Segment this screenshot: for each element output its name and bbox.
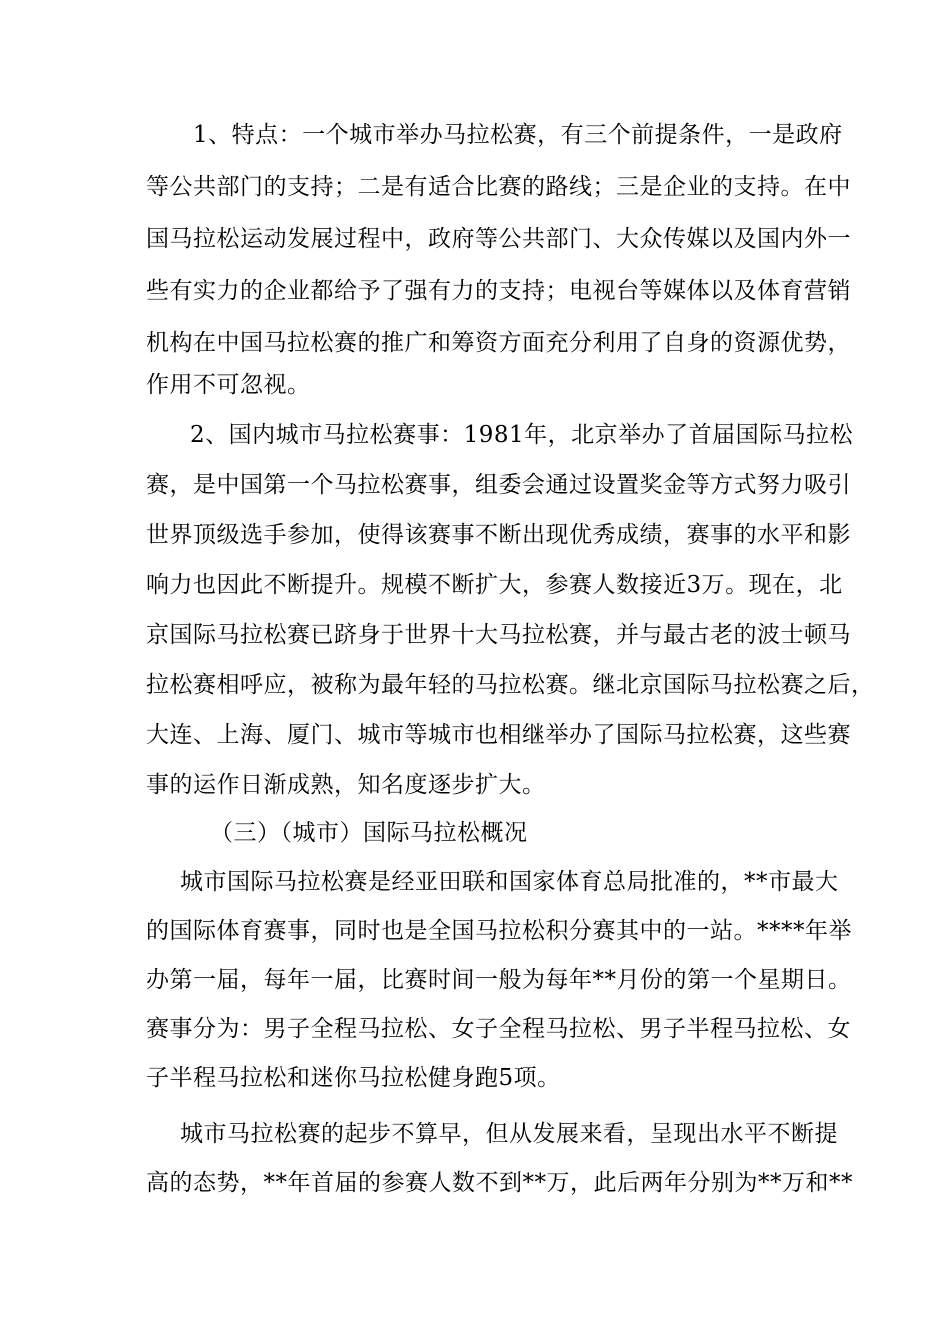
text-line: 响力也因此不断提升。规模不断扩大，参赛人数接近3万。现在，北 [146,572,843,598]
text-line: 等公共部门的支持；二是有适合比赛的路线；三是企业的支持。在中 [146,174,851,200]
text-line: 京国际马拉松赛已跻身于世界十大马拉松赛，并与最古老的波士顿马 [146,622,851,648]
text-line: 1、特点：一个城市举办马拉松赛，有三个前提条件，一是政府 [193,122,843,148]
text-line: 赛事分为：男子全程马拉松、女子全程马拉松、男子半程马拉松、女 [146,1016,851,1042]
text-line: 国马拉松运动发展过程中，政府等公共部门、大众传媒以及国内外一 [146,226,851,252]
text-line: 子半程马拉松和迷你马拉松健身跑5项。 [146,1065,561,1091]
text-line: 作用不可忽视。 [146,372,311,398]
text-line: 大连、上海、厦门、城市等城市也相继举办了国际马拉松赛，这些赛 [146,722,851,748]
text-line: 事的运作日渐成熟，知名度逐步扩大。 [146,772,546,798]
text-line: 些有实力的企业都给予了强有力的支持；电视台等媒体以及体育营销 [146,278,851,304]
section-heading: （三）（城市）国际马拉松概况 [210,820,528,846]
text-line: 赛，是中国第一个马拉松赛事，组委会通过设置奖金等方式努力吸引 [146,472,851,498]
text-line: 世界顶级选手参加，使得该赛事不断出现优秀成绩，赛事的水平和影 [146,522,851,548]
text-line: 拉松赛相呼应，被称为最年轻的马拉松赛。继北京国际马拉松赛之后， [146,672,875,698]
text-line: 城市国际马拉松赛是经亚田联和国家体育总局批准的，**市最大 [180,869,839,895]
text-line: 城市马拉松赛的起步不算早，但从发展来看，呈现出水平不断提 [180,1121,838,1147]
text-line: 办第一届，每年一届，比赛时间一般为每年**月份的第一个星期日。 [146,967,852,993]
text-line: 机构在中国马拉松赛的推广和筹资方面充分利用了自身的资源优势， [146,330,851,356]
text-line: 2、国内城市马拉松赛事：1981年，北京举办了首届国际马拉松 [190,422,854,448]
text-line: 高的态势，**年首届的参赛人数不到**万，此后两年分别为**万和** [146,1170,853,1196]
text-line: 的国际体育赛事，同时也是全国马拉松积分赛其中的一站。****年举 [146,918,852,944]
